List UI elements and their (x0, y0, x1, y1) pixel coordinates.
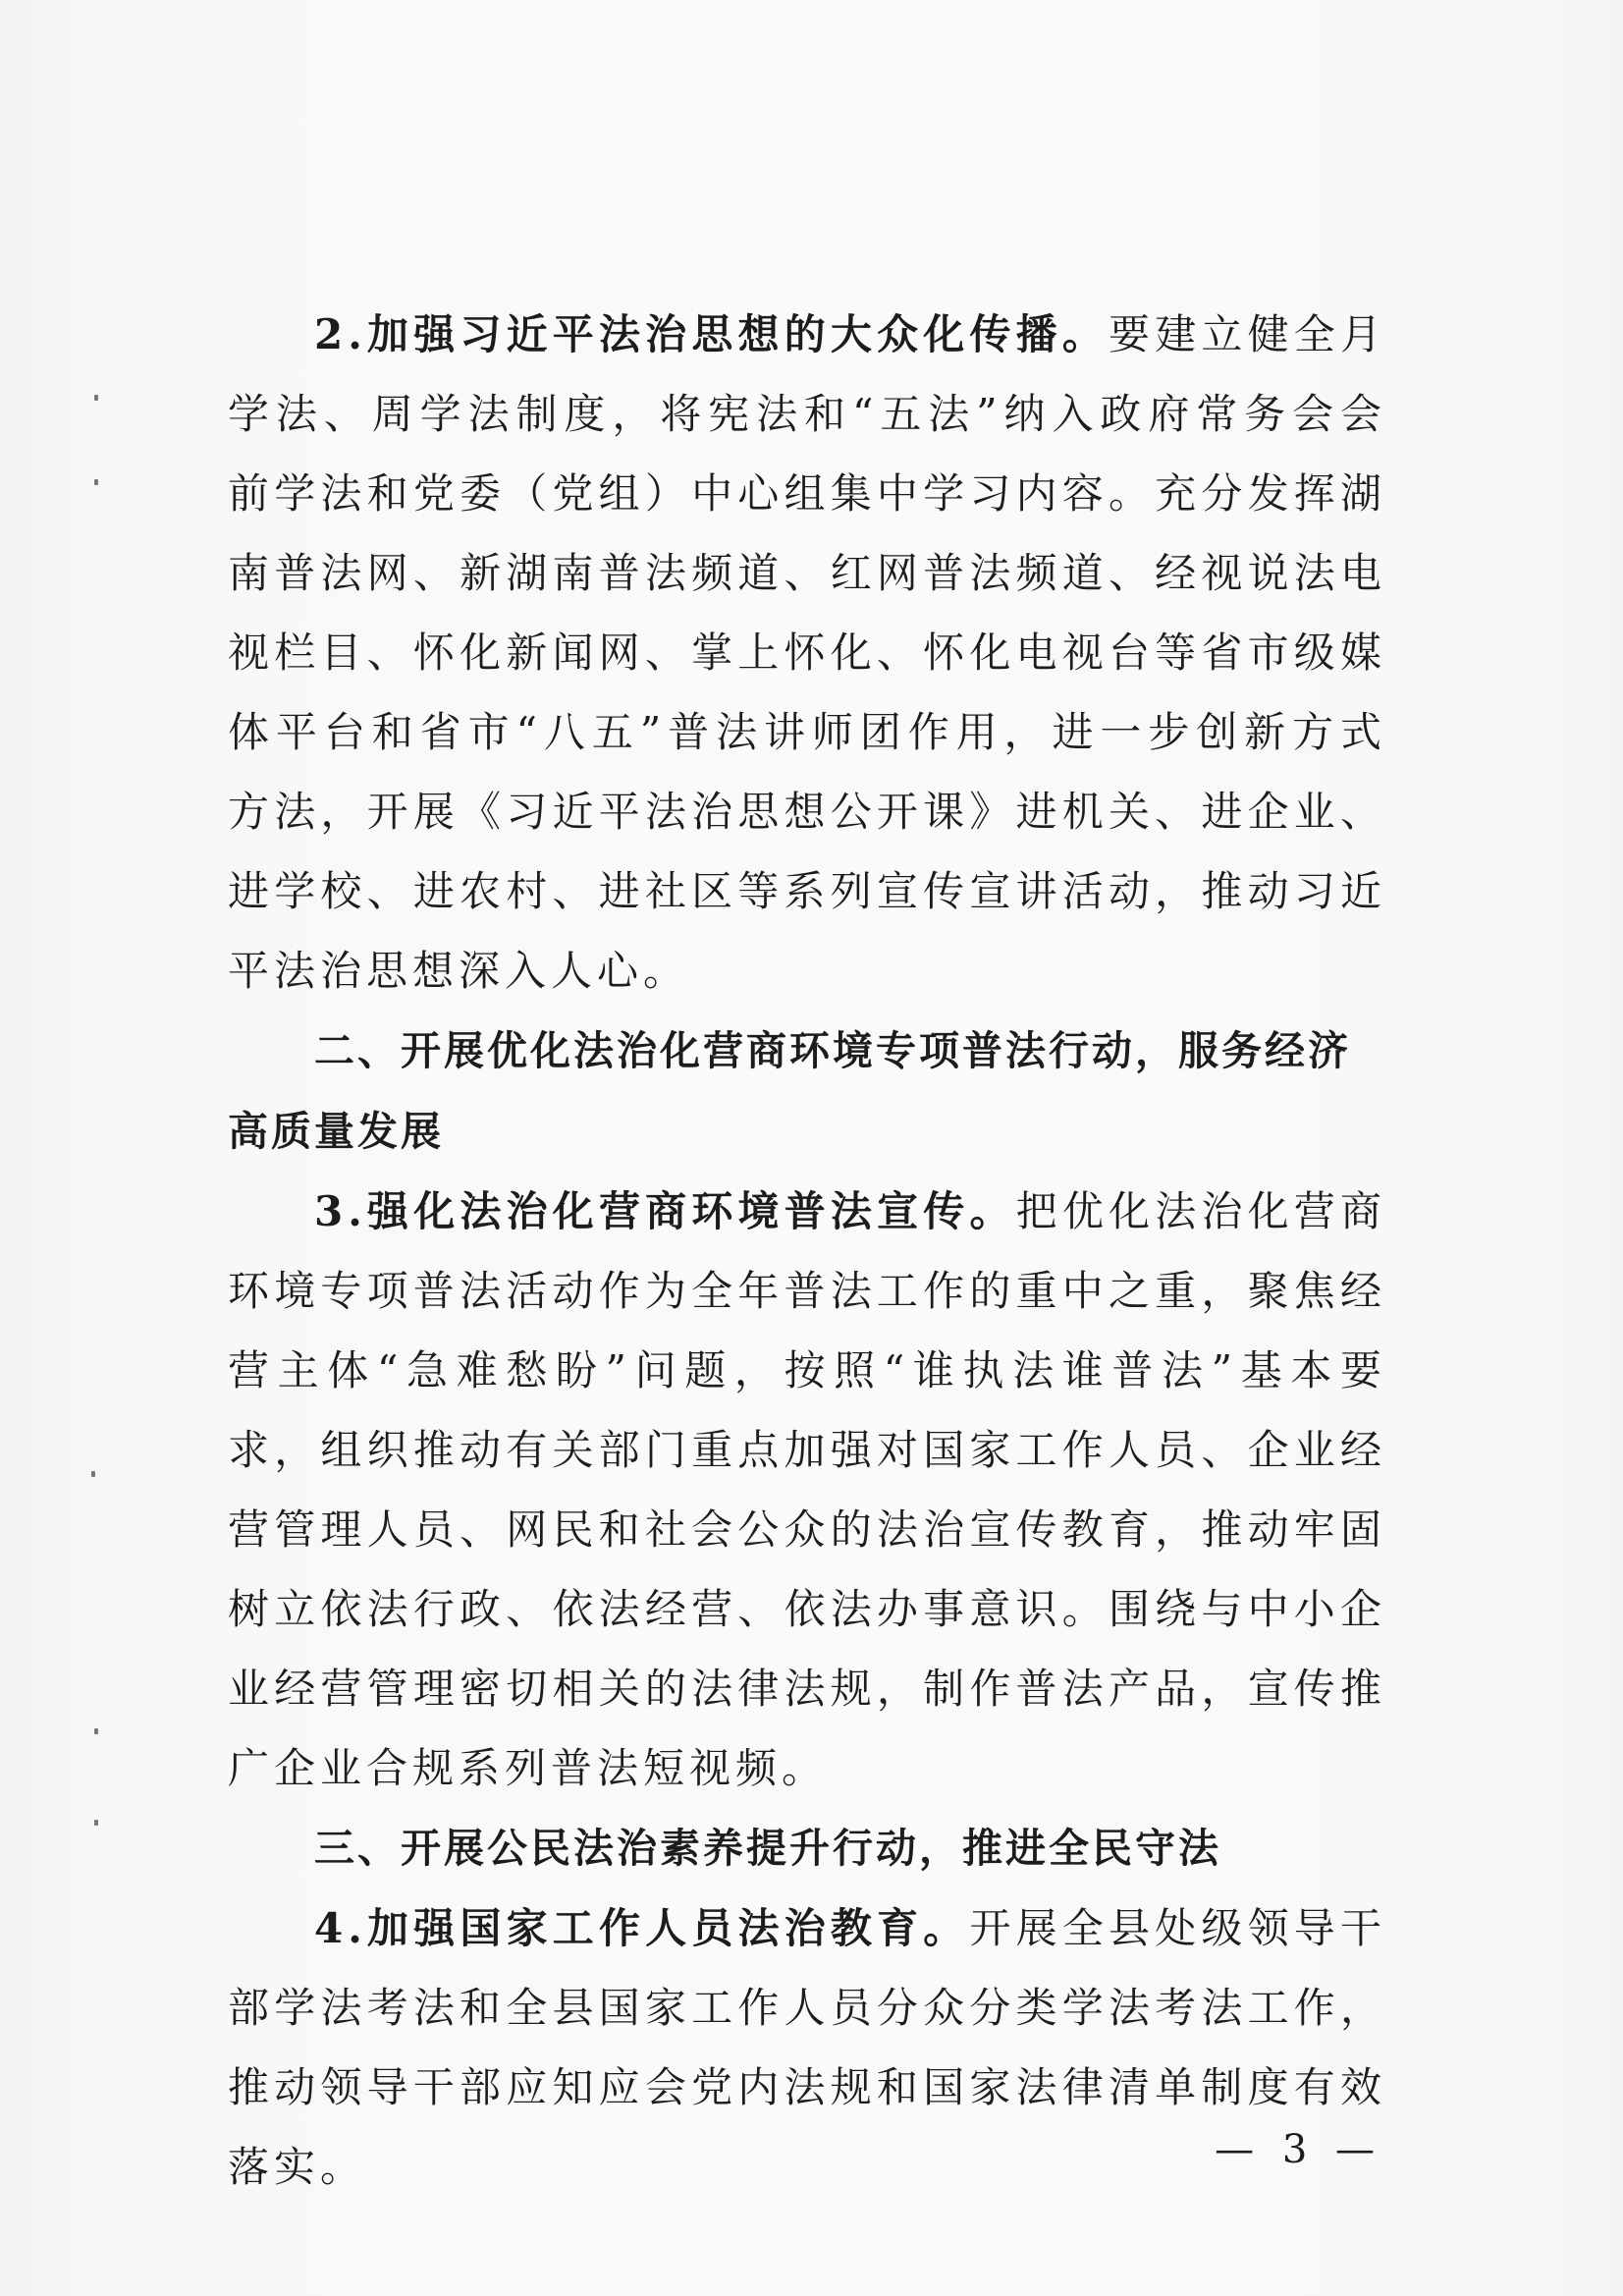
scan-speck (94, 1820, 98, 1826)
section-heading-3: 三、开展公民法治素养提升行动，推进全民守法 (314, 1825, 1221, 1872)
paragraph-lead: 3.强化法治化营商环境普法宣传。 (314, 1187, 1016, 1235)
page-number: — 3 — (1215, 2127, 1382, 2172)
paragraph-item-4 (228, 1888, 1386, 2207)
paragraph-lead: 2.加强习近平法治思想的大众化传播。 (314, 310, 1109, 358)
paragraph-item-3 (228, 1172, 1386, 1808)
paragraph-text: 把优化法治化营商环境专项普法活动作为全年普法工作的重中之重，聚焦经营主体“急难愁盼”问题，按照“谁执法谁普法”基本要求，组织推动有关部门重点加强对国家工作人员、企业经营管理人员、网民和社会公众的法治宣传教育，推动牢固树立依法行政、依法经营、依法办事意识。围绕与中小企业经营管理密切相关的法律法规，制作普法产品，宣传推广企业合规系列普法短视频。 (228, 1187, 1386, 1792)
section-heading-2: 二、开展优化法治化营商环境专项普法行动，服务经济高质量发展 (228, 1027, 1351, 1155)
scan-speck (94, 1728, 98, 1734)
paragraph-lead: 4.加强国家工作人员法治教育。 (314, 1904, 970, 1952)
scan-speck (91, 1471, 95, 1477)
scan-speck (94, 479, 98, 485)
document-body (228, 295, 1386, 2207)
paragraph-text: 要建立健全月学法、周学法制度，将宪法和“五法”纳入政府常务会会前学法和党委（党组）中心组集中学习内容。充分发挥湖南普法网、新湖南普法频道、红网普法频道、经视说法电视栏目、怀化新闻网、掌上怀化、怀化电视台等省市级媒体平台和省市“八五”普法讲师团作用，进一步创新方式方法，开展《习近平法治思想公开课》进机关、进企业、进学校、进农村、进社区等系列宣传宣讲活动，推动习近平法治思想深入人心。 (228, 310, 1386, 995)
paragraph-text: 开展全县处级领导干部学法考法和全县国家工作人员分众分类学法考法工作，推动领导干部应知应会党内法规和国家法律清单制度有效落实。 (228, 1904, 1386, 2191)
paragraph-item-2 (228, 295, 1386, 1011)
scan-speck (94, 395, 98, 401)
